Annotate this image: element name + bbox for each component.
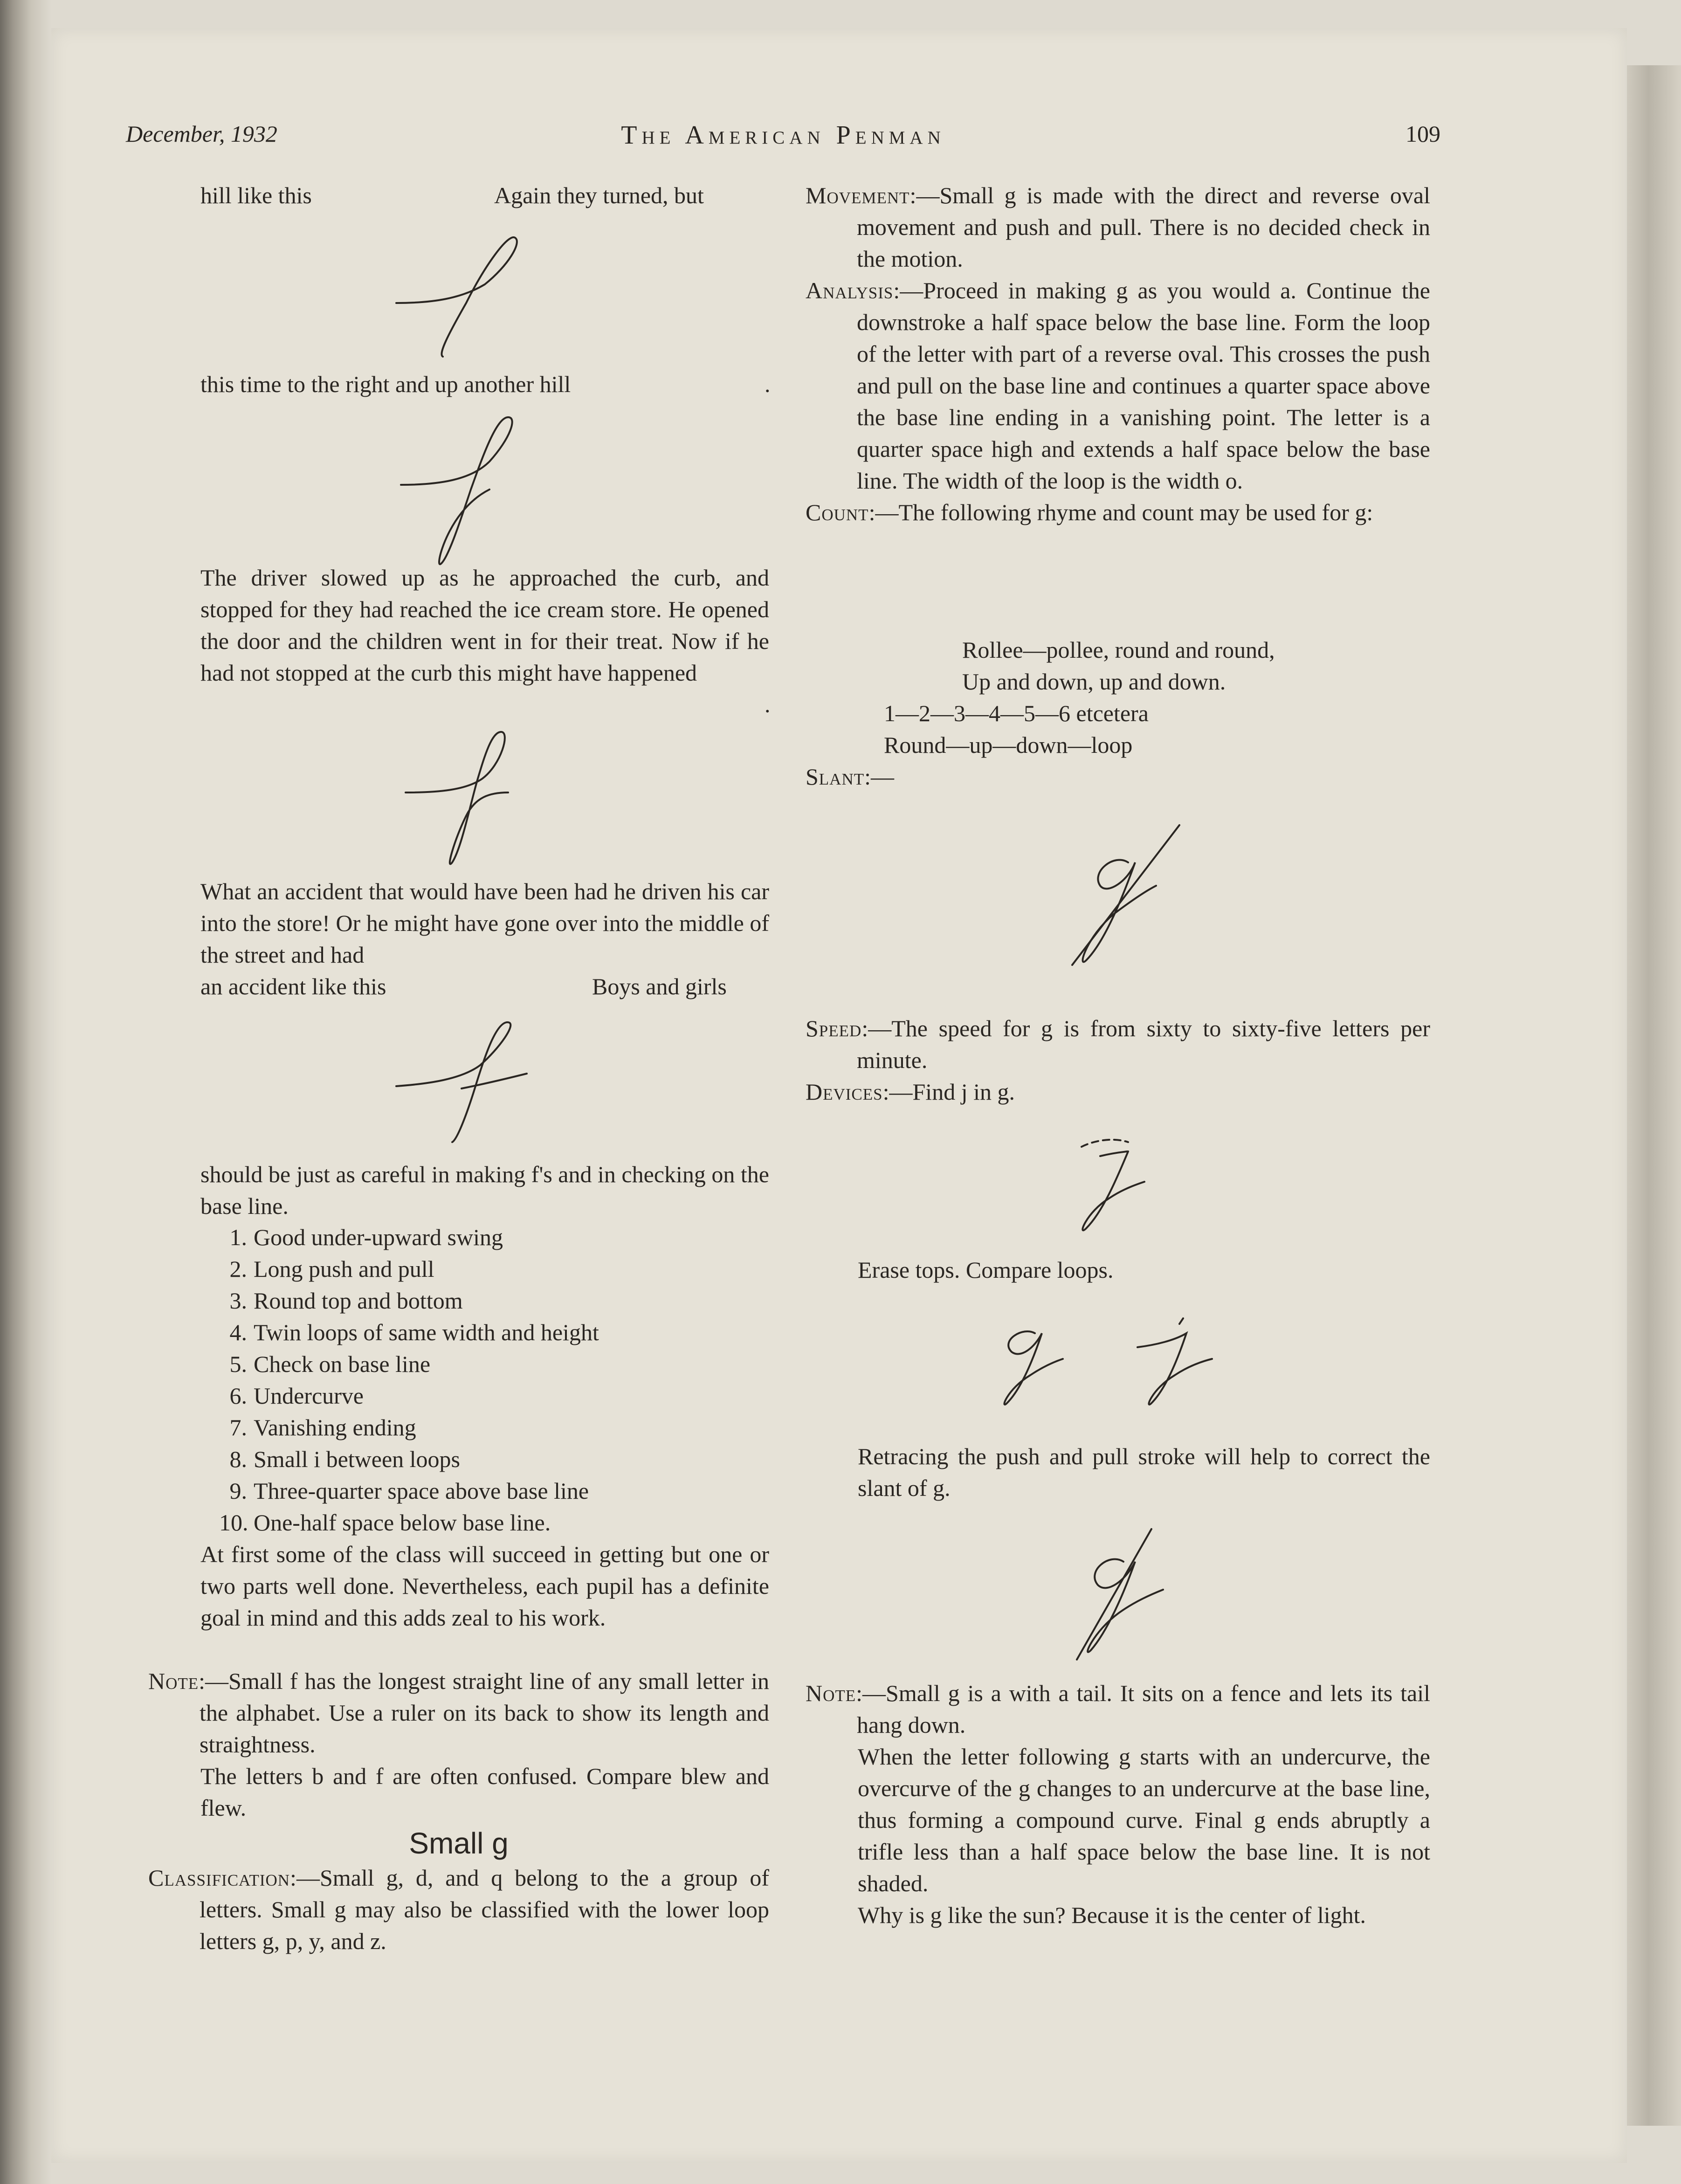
script-g-retrace: [1058, 1524, 1189, 1667]
list-item: 3. Round top and bottom: [229, 1288, 463, 1314]
list-item: 10. One-half space below base line.: [219, 1509, 551, 1536]
rhyme-line-3: 1—2—3—4—5—6 etcetera: [884, 700, 1149, 726]
period-mark-2: .: [765, 691, 771, 717]
script-f-street: [392, 1019, 541, 1151]
script-j-compare: [1128, 1315, 1240, 1410]
rhyme-line-4: Round—up—down—loop: [884, 732, 1133, 758]
rhyme-line-2: Up and down, up and down.: [962, 668, 1226, 695]
header-title: The American Penman: [621, 121, 945, 150]
script-f-accident-store: [401, 727, 550, 869]
text-again-turned: Again they turned, but: [494, 182, 704, 208]
list-item: 5. Check on base line: [229, 1351, 431, 1377]
text-erase-tops: Erase tops. Compare loops.: [858, 1257, 1114, 1283]
period-mark: .: [765, 371, 771, 397]
checklist: [219, 1221, 769, 1538]
script-f-letter-looped: [396, 415, 536, 571]
paragraph-driver: The driver slowed up as he approached the curb, and stopped for they had reached the ice cream store. He opened the door and the children went in for their treat. Now if he had not stopped at the curb this might have happened: [200, 565, 769, 686]
book-spine-shadow: [0, 0, 51, 2184]
paragraph-accident: What an accident that would have been had he driven his car into the store! Or he might have gone over into the middle of the street and had: [200, 878, 769, 968]
script-f-letter: [392, 233, 541, 366]
text-this-time: this time to the right and up another hill: [200, 371, 571, 397]
right-speed-devices: Speed:—The speed for g is from sixty to sixty-five letters per minute. Devices:—Find j in g.: [806, 1015, 1430, 1105]
list-item: 6. Undercurve: [229, 1383, 364, 1409]
script-g-slant: [1058, 820, 1198, 972]
running-header: [126, 120, 1440, 158]
slant-line: Slant:—: [806, 764, 895, 790]
list-item: 9. Three-quarter space above base line: [229, 1478, 589, 1504]
paragraph-careful: should be just as careful in making f's and in checking on the base line.: [200, 1161, 769, 1219]
list-item: 1. Good under-upward swing: [229, 1224, 503, 1250]
list-item: 8. Small i between loops: [229, 1446, 460, 1472]
header-date: December, 1932: [126, 121, 277, 147]
section-small-g: Small g Classification:—Small g, d, and q belong to the a group of letters. Small g may also be classified with the lower loop letters g, p, y, and z.: [148, 1826, 769, 1954]
list-item: 7. Vanishing ending: [229, 1414, 416, 1440]
note-small-g: Note:—Small g is a with a tail. It sits on a fence and lets its tail hang down. When the letter following g starts with an undercurve, the overcurve of the g changes to an undercurve at the base line, thus forming a compound curve. Final g ends abruptly a trifle less than a half space below the base line. It is not shaded. Why is g like the sun? Because it is the center of light.: [806, 1680, 1430, 1928]
note-small-f: Note:—Small f has the longest straight line of any small letter in the alphabet. Use a ruler on its back to show its length and straightness. The letters b and f are often confused. Compare blew and flew.: [148, 1668, 769, 1821]
heading-small-g: Small g: [409, 1826, 509, 1860]
list-item: 4. Twin loops of same width and height: [229, 1319, 599, 1345]
rhyme-line-1: Rollee—pollee, round and round,: [962, 637, 1275, 663]
page-edge: [1627, 65, 1681, 2126]
right-column-top: Movement:—Small g is made with the direct and reverse oval movement and push and pull. There is no decided check in the motion. Analysis:—Proceed in making g as you would a. Continue the downstroke a half space below the base line. Form the loop of the letter with part of a reverse oval. This crosses the push and pull on the base line and continues a quarter space above the base line ending in a vanishing point. The letter is a quarter space high and extends a half space below the base line. The width of the loop is the width o. Count:—The following rhyme and count may be used for g:: [806, 182, 1430, 525]
list-item: 2. Long push and pull: [229, 1256, 434, 1282]
paragraph-retracing: Retracing the push and pull stroke will help to correct the slant of g.: [858, 1443, 1430, 1501]
paragraph-first: At first some of the class will succeed in getting but one or two parts well done. Nevertheless, each pupil has a definite goal in mind and this adds zeal to his work.: [200, 1541, 769, 1631]
text-accident-like: an accident like this: [200, 973, 386, 999]
script-g-compare: [979, 1315, 1091, 1410]
text-boys-girls: Boys and girls: [592, 973, 727, 999]
page-number: 109: [1405, 121, 1440, 147]
script-g-find-j: [1058, 1128, 1151, 1242]
text-hill-like-this: hill like this: [200, 182, 312, 208]
